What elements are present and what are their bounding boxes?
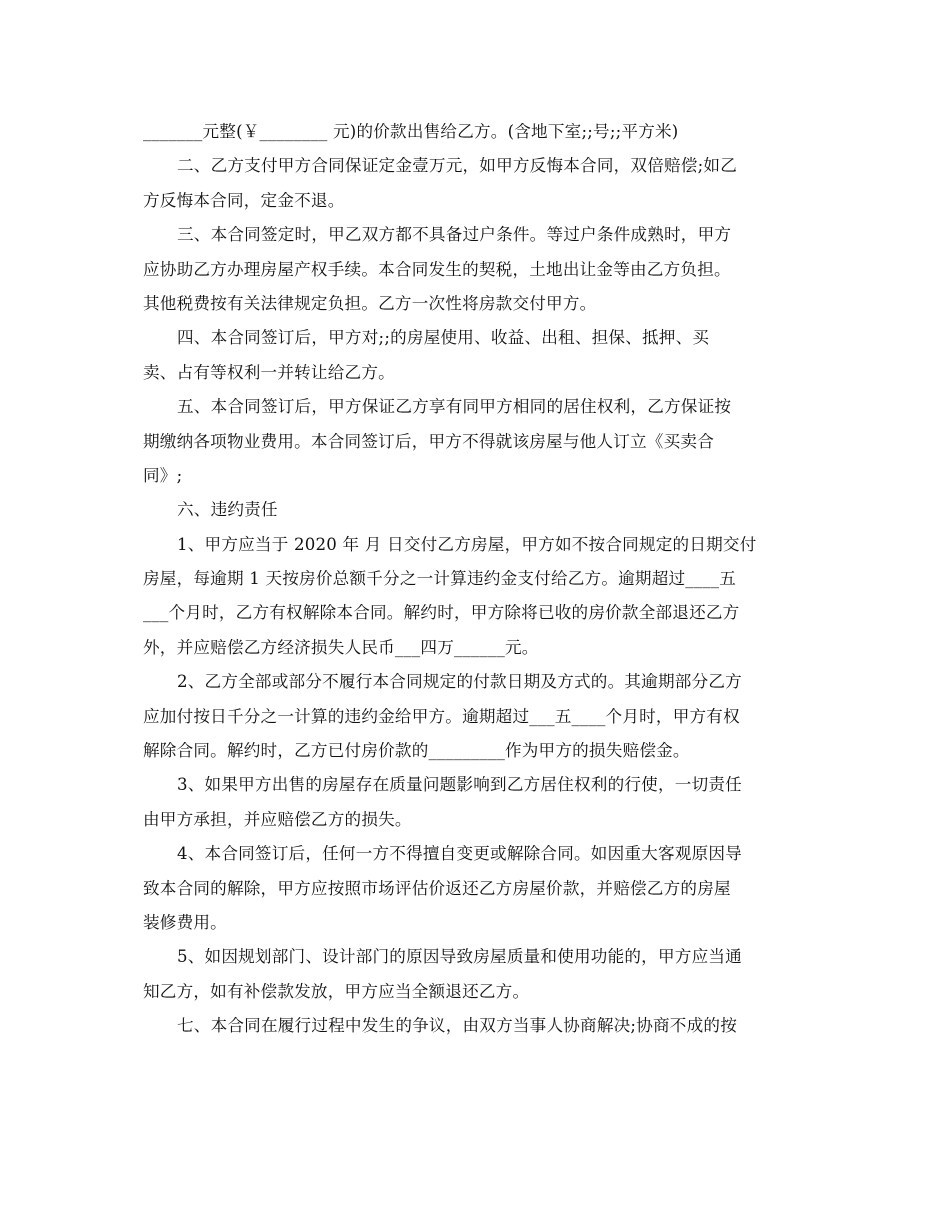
text-line: 应加付按日千分之一计算的违约金给甲方。逾期超过___五____个月时，甲方有权 [143,706,740,726]
text-line: 5、如因规划部门、设计部门的原因导致房屋质量和使用功能的，甲方应当通 [177,947,742,967]
text-line: 由甲方承担，并应赔偿乙方的损失。 [143,809,412,829]
text-line: 应协助乙方办理房屋产权手续。本合同发生的契税，土地出让金等由乙方负担。 [143,259,731,279]
text-line: 方反悔本合同，定金不退。 [143,190,345,210]
text-line: 3、如果甲方出售的房屋存在质量问题影响到乙方居住权利的行使，一切责任 [177,775,742,795]
text-line: 其他税费按有关法律规定负担。乙方一次性将房款交付甲方。 [143,293,597,313]
text-line: 七、本合同在履行过程中发生的争议，由双方当事人协商解决;协商不成的按 [177,1016,737,1036]
contract-body [143,115,803,1044]
text-line: 期缴纳各项物业费用。本合同签订后，甲方不得就该房屋与他人订立《买卖合 [143,431,714,451]
text-line: 解除合同。解约时，乙方已付房价款的_________作为甲方的损失赔偿金。 [143,741,690,761]
text-line: _______元整(￥________ 元)的价款出售给乙方。(含地下室;;号;;平方米) [143,122,679,141]
section-heading: 六、违约责任 [177,500,278,520]
text-line: 知乙方，如有补偿款发放，甲方应当全额退还乙方。 [143,981,530,1001]
text-line: 房屋，每逾期 1 天按房价总额千分之一计算违约金支付给乙方。逾期超过____五 [143,569,737,589]
text-line: 同》; [143,465,183,485]
text-line: 四、本合同签订后，甲方对;;的房屋使用、收益、出租、担保、抵押、买 [177,328,710,348]
text-line: 1、甲方应当于 2020 年 月 日交付乙方房屋，甲方如不按合同规定的日期交付 [177,534,757,554]
text-line: 致本合同的解除，甲方应按照市场评估价返还乙方房屋价款，并赔偿乙方的房屋 [143,878,731,898]
text-line: 外，并应赔偿乙方经济损失人民币___四万______元。 [143,637,539,657]
text-line: 4、本合同签订后，任何一方不得擅自变更或解除合同。如因重大客观原因导 [177,844,742,864]
text-line: 2、乙方全部或部分不履行本合同规定的付款日期及方式的。其逾期部分乙方 [177,672,742,692]
text-line: 三、本合同签定时，甲乙双方都不具备过户条件。等过户条件成熟时，甲方 [177,225,732,245]
text-line: ___个月时，乙方有权解除本合同。解约时，甲方除将已收的房价款全部退还乙方 [143,603,740,623]
text-line: 装修费用。 [143,912,227,932]
text-line: 五、本合同签订后，甲方保证乙方享有同甲方相同的居住权利，乙方保证按 [177,397,732,417]
text-line: 卖、占有等权利一并转让给乙方。 [143,362,395,382]
text-line: 二、乙方支付甲方合同保证定金壹万元，如甲方反悔本合同，双倍赔偿;如乙 [177,156,737,176]
